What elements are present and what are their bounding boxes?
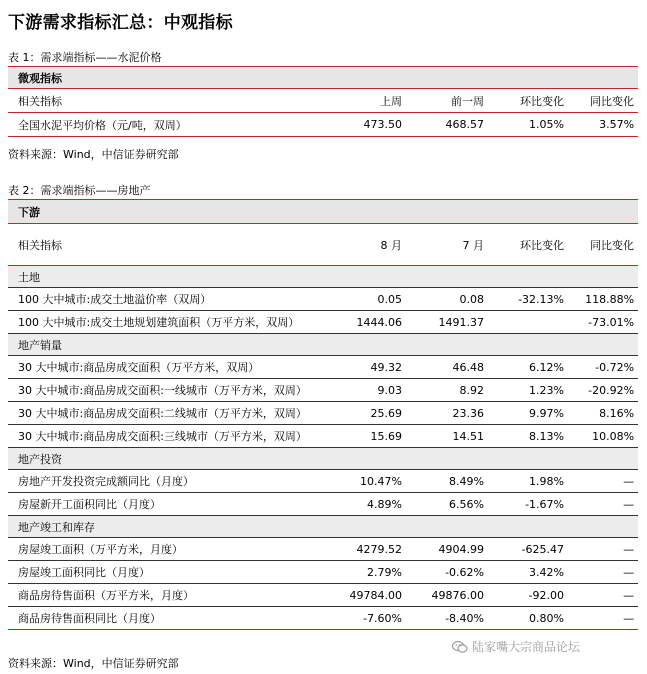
table-row [8, 113, 638, 137]
row-value-yoy: — [568, 493, 638, 516]
row-value-current: 49784.00 [340, 584, 406, 607]
row-value-previous: 4904.99 [406, 538, 488, 561]
table-row [8, 311, 638, 334]
row-value-mom: 1.98% [488, 470, 568, 493]
row-value-mom: -92.00 [488, 584, 568, 607]
header-last-week: 上周 [340, 89, 406, 113]
row-label: 全国水泥平均价格（元/吨，双周） [8, 113, 340, 137]
row-value-mom: 6.12% [488, 356, 568, 379]
watermark-text: 陆家嘴大宗商品论坛 [472, 640, 581, 654]
header-indicator: 相关指标 [8, 89, 340, 113]
row-value-previous: 8.92 [406, 379, 488, 402]
row-value-previous: 8.49% [406, 470, 488, 493]
row-value-previous: 23.36 [406, 402, 488, 425]
page-title: 下游需求指标汇总：中观指标 [8, 13, 233, 33]
row-label: 商品房待售面积同比（月度） [8, 607, 340, 630]
header-yoy-change: 同比变化 [568, 89, 638, 113]
row-value-yoy: -20.92% [568, 379, 638, 402]
row-value-mom [488, 311, 568, 334]
row-value-yoy: — [568, 561, 638, 584]
table-row [8, 584, 638, 607]
table1-header-row [8, 89, 638, 113]
row-value-current: 4279.52 [340, 538, 406, 561]
table-row [8, 493, 638, 516]
group-title: 地产竣工和库存 [8, 516, 638, 538]
table-row [8, 288, 638, 311]
row-value-previous: -0.62% [406, 561, 488, 584]
row-value-current: 0.05 [340, 288, 406, 311]
table-row [8, 356, 638, 379]
table1-source: 资料来源：Wind，中信证券研究部 [8, 148, 179, 161]
header-august: 8 月 [340, 224, 406, 266]
table-row [8, 402, 638, 425]
row-label: 房屋竣工面积（万平方米，月度） [8, 538, 340, 561]
wechat-icon [452, 640, 468, 654]
row-value-yoy: — [568, 584, 638, 607]
row-value-mom: -1.67% [488, 493, 568, 516]
table2-source: 资料来源：Wind，中信证券研究部 [8, 657, 179, 670]
row-value-yoy: — [568, 607, 638, 630]
row-value-mom: 1.23% [488, 379, 568, 402]
table-row [8, 607, 638, 630]
row-label: 30 大中城市:商品房成交面积:二线城市（万平方米，双周） [8, 402, 340, 425]
watermark [452, 638, 580, 655]
row-value-yoy: -0.72% [568, 356, 638, 379]
table2-section-row [8, 200, 638, 224]
group-title: 土地 [8, 266, 638, 288]
row-value-previous: -8.40% [406, 607, 488, 630]
table1-section-row [8, 67, 638, 89]
row-value-previous: 1491.37 [406, 311, 488, 334]
table1-caption: 表 1：需求端指标——水泥价格 [8, 51, 162, 64]
row-value-current: 10.47% [340, 470, 406, 493]
row-value-previous: 14.51 [406, 425, 488, 448]
header-indicator: 相关指标 [8, 224, 340, 266]
table2-caption: 表 2：需求端指标——房地产 [8, 184, 151, 197]
group-row [8, 448, 638, 470]
row-value-yoy: 8.16% [568, 402, 638, 425]
row-value-yoy: 118.88% [568, 288, 638, 311]
group-row [8, 334, 638, 356]
row-value-mom: 1.05% [488, 113, 568, 137]
table2-section-title: 下游 [8, 200, 638, 224]
cement-price-table [8, 66, 638, 137]
row-value-previous: 468.57 [406, 113, 488, 137]
row-value-mom: 8.13% [488, 425, 568, 448]
row-label: 30 大中城市:商品房成交面积:一线城市（万平方米，双周） [8, 379, 340, 402]
table-row [8, 538, 638, 561]
row-value-mom: 9.97% [488, 402, 568, 425]
row-label: 房屋竣工面积同比（月度） [8, 561, 340, 584]
group-title: 地产销量 [8, 334, 638, 356]
row-value-current: 49.32 [340, 356, 406, 379]
row-value-previous: 46.48 [406, 356, 488, 379]
row-label: 30 大中城市:商品房成交面积（万平方米，双周） [8, 356, 340, 379]
group-row [8, 516, 638, 538]
table-row [8, 425, 638, 448]
row-label: 30 大中城市:商品房成交面积:三线城市（万平方米，双周） [8, 425, 340, 448]
row-value-yoy: — [568, 470, 638, 493]
row-value-current: 9.03 [340, 379, 406, 402]
row-value-current: 25.69 [340, 402, 406, 425]
header-prev-week: 前一周 [406, 89, 488, 113]
header-july: 7 月 [406, 224, 488, 266]
row-label: 房屋新开工面积同比（月度） [8, 493, 340, 516]
row-value-current: -7.60% [340, 607, 406, 630]
row-value-current: 15.69 [340, 425, 406, 448]
row-label: 100 大中城市:成交土地规划建筑面积（万平方米，双周） [8, 311, 340, 334]
row-value-yoy: 10.08% [568, 425, 638, 448]
row-value-yoy: — [568, 538, 638, 561]
table-row [8, 561, 638, 584]
header-mom-change: 环比变化 [488, 224, 568, 266]
group-row [8, 266, 638, 288]
row-label: 100 大中城市:成交土地溢价率（双周） [8, 288, 340, 311]
row-label: 房地产开发投资完成额同比（月度） [8, 470, 340, 493]
row-label: 商品房待售面积（万平方米，月度） [8, 584, 340, 607]
table2-header-row [8, 224, 638, 266]
row-value-current: 4.89% [340, 493, 406, 516]
header-yoy-change: 同比变化 [568, 224, 638, 266]
table-row [8, 470, 638, 493]
row-value-previous: 0.08 [406, 288, 488, 311]
group-title: 地产投资 [8, 448, 638, 470]
row-value-previous: 49876.00 [406, 584, 488, 607]
row-value-current: 2.79% [340, 561, 406, 584]
row-value-mom: -625.47 [488, 538, 568, 561]
row-value-current: 1444.06 [340, 311, 406, 334]
row-value-mom: 0.80% [488, 607, 568, 630]
row-value-mom: -32.13% [488, 288, 568, 311]
table1-section-title: 微观指标 [8, 67, 638, 89]
row-value-previous: 6.56% [406, 493, 488, 516]
row-value-mom: 3.42% [488, 561, 568, 584]
header-mom-change: 环比变化 [488, 89, 568, 113]
row-value-yoy: -73.01% [568, 311, 638, 334]
table-row [8, 379, 638, 402]
real-estate-table [8, 199, 638, 630]
row-value-yoy: 3.57% [568, 113, 638, 137]
row-value-current: 473.50 [340, 113, 406, 137]
